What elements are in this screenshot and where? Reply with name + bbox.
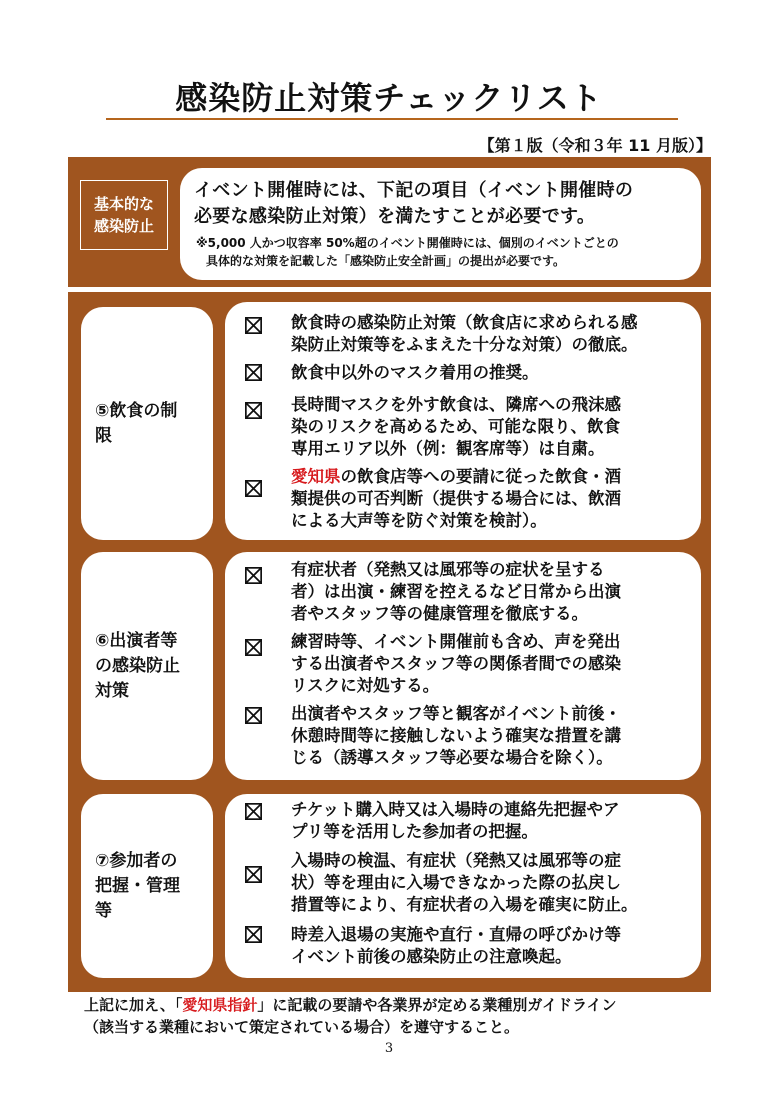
- item-text-line: じる（誘導スタッフ等必要な場合を除く）。: [291, 748, 613, 767]
- section-7-items: [225, 794, 701, 978]
- section-7-label: [81, 794, 213, 978]
- section-5-label: [81, 307, 213, 540]
- checklist-item: [237, 559, 697, 627]
- page-title: 感染防止対策チェックリスト: [175, 79, 603, 117]
- item-text: [291, 559, 695, 625]
- checkbox-checked-icon[interactable]: [245, 803, 262, 820]
- item-text: [291, 312, 695, 356]
- item-text-line: 時差入退場の実施や直行・直帰の呼びかけ等: [291, 925, 621, 944]
- section-7-label-line-3: 等: [95, 900, 112, 921]
- checklist-item: [237, 466, 697, 534]
- item-text-line: 休憩時間等に接触しないよう確実な措置を講: [291, 726, 621, 745]
- checkbox-checked-icon[interactable]: [245, 866, 262, 883]
- section-6-label-line-2: の感染防止: [95, 655, 180, 676]
- item-text-line: 者やスタッフ等の健康管理を徹底する。: [291, 604, 588, 623]
- item-text-line: 練習時等、イベント開催前も含め、声を発出: [291, 632, 621, 651]
- checklist-item: [237, 850, 697, 918]
- title-underline: [106, 118, 678, 120]
- checklist-item: [237, 799, 697, 845]
- item-text: [291, 362, 695, 384]
- item-text-line: リスクに対処する。: [291, 676, 440, 695]
- checklist-item: [237, 924, 697, 970]
- section-5-items: [225, 302, 701, 540]
- item-text: [291, 631, 695, 697]
- item-text-line: 飲食中以外のマスク着用の推奨。: [291, 363, 539, 382]
- section-6-label-line-1: ⑥出演者等: [95, 630, 178, 651]
- item-text-line: 状）等を理由に入場できなかった際の払戻し: [291, 873, 621, 892]
- item-text: [291, 394, 695, 460]
- footer-suffix: 」に記載の要請や各業界が定める業種別ガイドライン: [257, 996, 617, 1014]
- item-text-line: イベント前後の感染防止の注意喚起。: [291, 947, 572, 966]
- item-text: [291, 924, 695, 968]
- basic-note-line-2: 具体的な対策を記載した「感染防止安全計画」の提出が必要です。: [206, 254, 566, 268]
- item-text-line: 長時間マスクを外す飲食は、隣席への飛沫感: [291, 395, 621, 414]
- checklist-item: [237, 312, 697, 358]
- basic-label-line-2: 感染防止: [93, 217, 154, 235]
- item-text-line: 染防止対策等をふまえた十分な対策）の徹底。: [291, 335, 638, 354]
- item-text-line: 出演者やスタッフ等と観客がイベント前後・: [291, 704, 621, 723]
- item-text-line: 措置等により、有症状者の入場を確実に防止。: [291, 895, 638, 914]
- section-6-items: [225, 552, 701, 780]
- checkbox-checked-icon[interactable]: [245, 364, 262, 381]
- item-text-line: による大声等を防ぐ対策を検討）。: [291, 511, 547, 530]
- basic-note-line-1: ※5,000 人かつ収容率 50%超のイベント開催時には、個別のイベントごとの: [196, 236, 619, 250]
- checkbox-checked-icon[interactable]: [245, 480, 262, 497]
- footer-note: [84, 994, 724, 1038]
- edition-label: 【第１版（令和３年 11 月版）】: [478, 136, 712, 155]
- checklist-item: [237, 394, 697, 462]
- basic-main-text: [194, 178, 687, 230]
- section-7-label-line-2: 把握・管理: [95, 875, 180, 896]
- basic-section-panel: [180, 168, 701, 280]
- item-text-line: プリ等を活用した参加者の把握。: [291, 822, 538, 841]
- basic-section-label: [80, 180, 168, 250]
- basic-label-line-1: 基本的な: [93, 195, 154, 213]
- section-5-label-line-1: ⑤飲食の制: [95, 400, 178, 421]
- checklist-item: [237, 631, 697, 699]
- checkbox-checked-icon[interactable]: [245, 639, 262, 656]
- item-text: [291, 466, 695, 532]
- item-text-line: 専用エリア以外（例：観客席等）は自粛。: [291, 439, 605, 458]
- basic-main-line-2: 必要な感染防止対策）を満たすことが必要です。: [194, 206, 596, 227]
- checkbox-checked-icon[interactable]: [245, 707, 262, 724]
- item-highlight: 愛知県: [291, 467, 341, 486]
- item-text: [291, 850, 695, 916]
- checkbox-checked-icon[interactable]: [245, 567, 262, 584]
- item-text-line: の飲食店等への要請に従った飲食・酒: [340, 467, 621, 486]
- item-text-line: 類提供の可否判断（提供する場合には、飲酒: [291, 489, 621, 508]
- item-text-line: する出演者やスタッフ等の関係者間での感染: [291, 654, 621, 673]
- basic-main-line-1: イベント開催時には、下記の項目（イベント開催時の: [194, 180, 634, 201]
- checklist-item: [237, 703, 697, 771]
- item-text-line: 飲食時の感染防止対策（飲食店に求められる感: [291, 313, 638, 332]
- item-text: [291, 703, 695, 769]
- footer-highlight: 愛知県指針: [182, 996, 258, 1014]
- item-text-line: 有症状者（発熱又は風邪等の症状を呈する: [291, 560, 605, 579]
- page-number: 3: [384, 1041, 394, 1056]
- footer-prefix: 上記に加え、「: [84, 996, 183, 1014]
- checkbox-checked-icon[interactable]: [245, 317, 262, 334]
- section-6-label: [81, 552, 213, 780]
- basic-note: [194, 234, 687, 270]
- item-text: [291, 799, 695, 843]
- checkbox-checked-icon[interactable]: [245, 402, 262, 419]
- checkbox-checked-icon[interactable]: [245, 926, 262, 943]
- item-text-line: 入場時の検温、有症状（発熱又は風邪等の症: [291, 851, 621, 870]
- item-text-line: 者）は出演・練習を控えるなど日常から出演: [291, 582, 621, 601]
- section-6-label-line-3: 対策: [95, 680, 129, 701]
- item-text-line: チケット購入時又は入場時の連絡先把握やア: [291, 800, 620, 819]
- item-text-line: 染のリスクを高めるため、可能な限り、飲食: [291, 417, 621, 436]
- checklist-item: [237, 362, 697, 388]
- section-5-label-line-2: 限: [95, 425, 112, 446]
- footer-line-2: （該当する業種において策定されている場合）を遵守すること。: [84, 1018, 520, 1036]
- section-7-label-line-1: ⑦参加者の: [95, 850, 178, 871]
